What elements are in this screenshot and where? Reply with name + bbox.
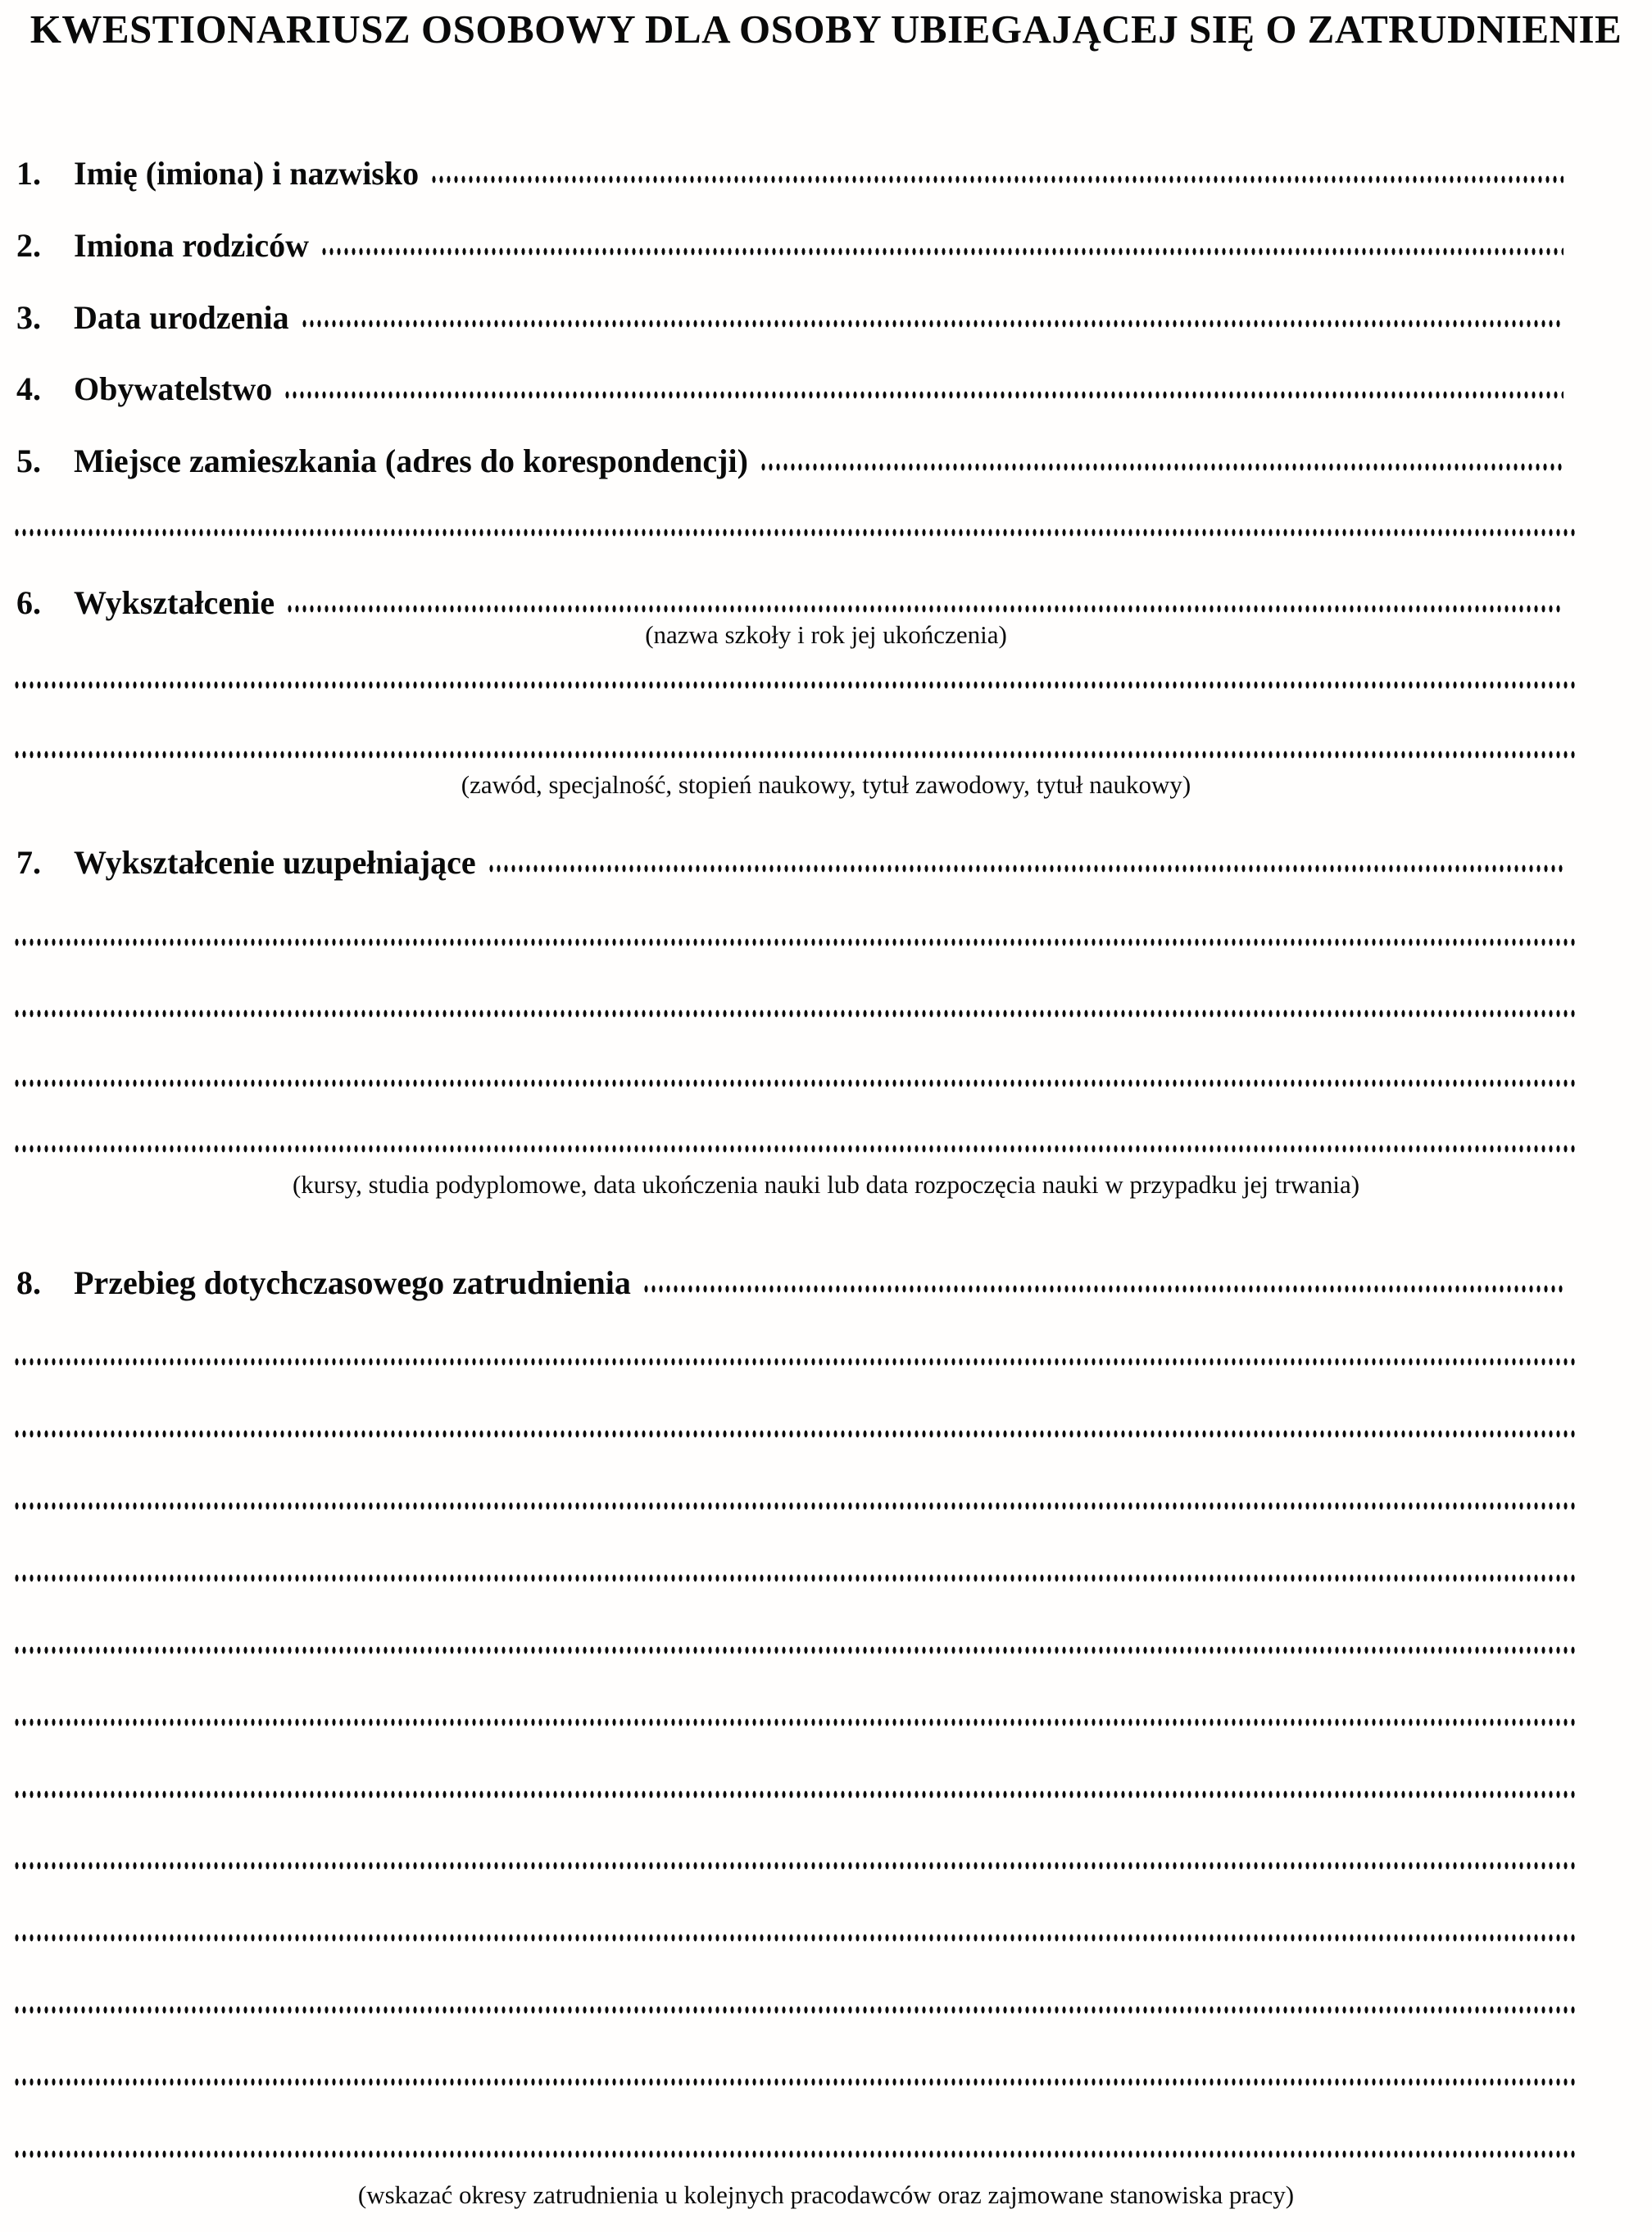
- dotted-writing-line: [13, 2005, 1577, 2015]
- dotted-writing-line: [13, 1573, 1577, 1583]
- dotted-writing-line: [13, 1790, 1577, 1799]
- caption-courses: (kursy, studia podyplomowe, data ukończenia nauki lub data rozpoczęcia nauki w przypadku jej trwania): [292, 1170, 1360, 1199]
- item-label: Wykształcenie uzupełniające: [74, 844, 476, 881]
- form-title: KWESTIONARIUSZ OSOBOWY DLA OSOBY UBIEGAJĄCEJ SIĘ O ZATRUDNIENIE: [30, 7, 1622, 52]
- item-number: 8.: [16, 1264, 41, 1301]
- dotted-writing-line: [13, 1861, 1577, 1871]
- dotted-writing-line: [13, 680, 1577, 690]
- dotted-writing-line: [13, 1078, 1577, 1088]
- dotted-leader: [488, 864, 1564, 873]
- caption-employment-periods: (wskazać okresy zatrudnienia u kolejnych pracodawców oraz zajmowane stanowiska pracy): [357, 2180, 1295, 2209]
- item-row-7: [16, 842, 1564, 883]
- item-row-8: [16, 1263, 1564, 1304]
- item-number: 7.: [16, 844, 41, 881]
- item-label: Wykształcenie: [74, 584, 275, 621]
- dotted-leader: [284, 390, 1564, 400]
- dotted-writing-line: [13, 1009, 1577, 1018]
- item-label: Miejsce zamieszkania (adres do korespondencji): [74, 442, 748, 479]
- item-label: Imię (imiona) i nazwisko: [74, 155, 420, 192]
- dotted-writing-line: [13, 1144, 1577, 1154]
- item-row-6: [16, 583, 1564, 624]
- item-number: 6.: [16, 584, 41, 621]
- item-number: 4.: [16, 370, 41, 407]
- item-row-4: [16, 369, 1564, 410]
- item-row-5: [16, 441, 1564, 482]
- dotted-writing-line: [13, 937, 1577, 947]
- item-row-1: [16, 153, 1564, 194]
- item-number: 5.: [16, 442, 41, 479]
- dotted-writing-line: [13, 2077, 1577, 2087]
- dotted-leader: [301, 319, 1564, 329]
- dotted-leader: [430, 175, 1564, 184]
- dotted-writing-line: [13, 1717, 1577, 1727]
- dotted-writing-line: [13, 2149, 1577, 2159]
- item-label: Obywatelstwo: [74, 370, 273, 407]
- dotted-writing-line: [13, 1933, 1577, 1943]
- item-row-2: [16, 225, 1564, 266]
- dotted-writing-line: [13, 1645, 1577, 1655]
- item-number: 2.: [16, 227, 41, 264]
- dotted-writing-line: [13, 528, 1577, 538]
- dotted-writing-line: [13, 1501, 1577, 1511]
- dotted-leader: [320, 247, 1564, 256]
- dotted-writing-line: [13, 1357, 1577, 1367]
- item-number: 1.: [16, 155, 41, 192]
- caption-profession-degree: (zawód, specjalność, stopień naukowy, tytuł zawodowy, tytuł naukowy): [461, 770, 1191, 799]
- dotted-writing-line: [13, 1429, 1577, 1439]
- item-label: Imiona rodziców: [74, 227, 310, 264]
- item-label: Data urodzenia: [74, 299, 289, 336]
- item-label: Przebieg dotychczasowego zatrudnienia: [74, 1264, 631, 1301]
- item-number: 3.: [16, 299, 41, 336]
- dotted-leader: [760, 462, 1564, 472]
- dotted-leader: [286, 604, 1564, 614]
- item-row-3: [16, 297, 1564, 338]
- dotted-writing-line: [13, 750, 1577, 760]
- dotted-leader: [642, 1284, 1564, 1294]
- caption-school-year: (nazwa szkoły i rok jej ukończenia): [645, 620, 1007, 649]
